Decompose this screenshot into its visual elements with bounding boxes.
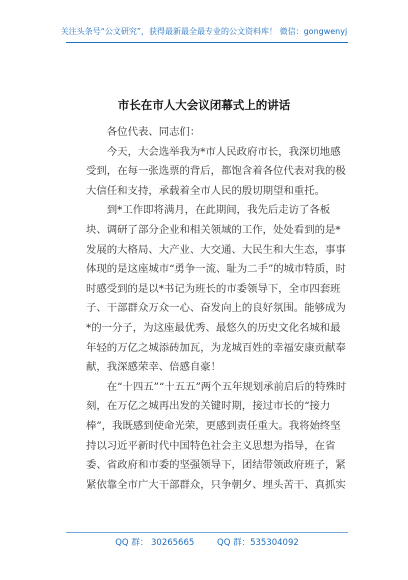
- footer-qq-group-1: QQ 群： 30265665: [115, 538, 195, 548]
- document-body: [86, 123, 348, 495]
- footer-qq-group-2: QQ 群：535304092: [217, 538, 299, 548]
- paragraph: 在“十四五”“十五五”两个五年规划承前启后的特殊时刻，在万亿之城再出发的关键时期，接过市长的“接力棒”，我既感到使命光荣，更感到责任重大。我将始终坚持以习近平新时代中国特色社会主义思想为指导，在省委、省政府和市委的坚强领导下，团结带领政府班子，紧紧依靠全市广大干部群众，只争朝夕、埋头苦干、真抓实: [86, 380, 347, 491]
- document-title: 市长在市人大会议闭幕式上的讲话: [117, 98, 291, 112]
- header-banner: 关注头条号“公文研究”，获得最新最全最专业的公文资料库！ 微信：gongwenyj: [60, 27, 348, 36]
- header-divider: [66, 42, 348, 43]
- footer: [66, 532, 348, 548]
- salutation: 各位代表、同志们：: [106, 126, 201, 138]
- paragraph: 到*工作即将满月，在此期间，我先后走访了各板块、调研了部分企业和相关领域的工作，处处看到的是*发展的大格局、大产业、大交通、大民生和大生态，事事体现的是这座城市“勇争一流、耻为二手”的城市特质，时时感受到的是以*书记为班长的市委领导下，全市四套班子、干部群众万众一心、奋发向上的良好氛围。能够成为*的一分子，为这座最优秀、最悠久的历史文化名城和最年轻的万亿之城添砖加瓦，为龙城百姓的幸福安康贡献奉献，我深感荣幸、倍感自豪！: [86, 204, 346, 374]
- paragraph: 今天，大会选举我为*市人民政府市长，我深切地感受到，在每一张选票的背后，都饱含着各位代表对我的极大信任和支持，承载着全市人民的殷切期望和重托。: [86, 145, 346, 197]
